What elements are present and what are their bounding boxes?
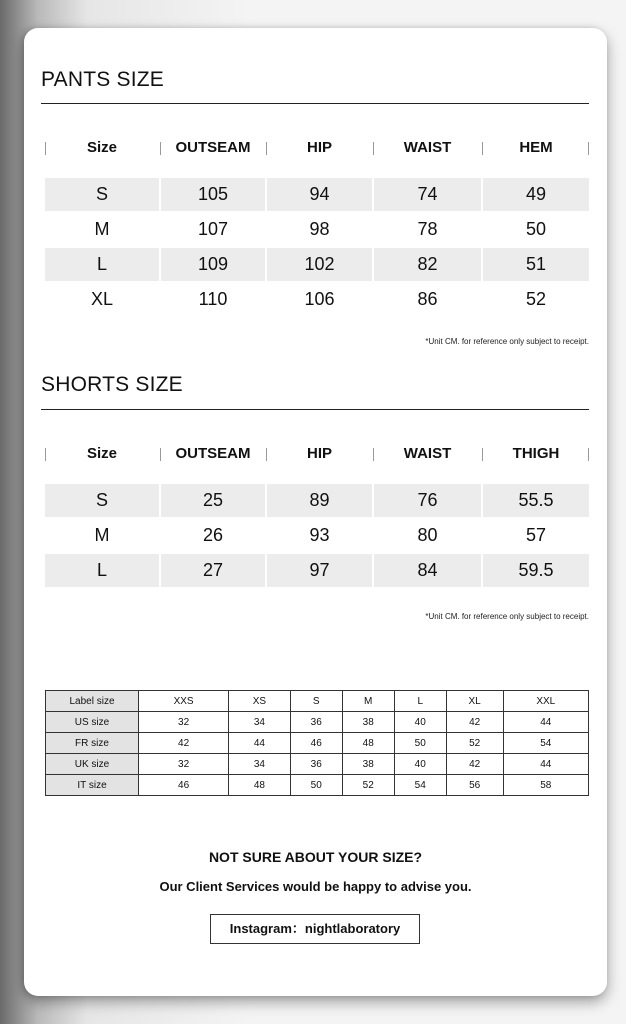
conversion-cell: 50 bbox=[290, 775, 342, 796]
conversion-cell: 46 bbox=[290, 733, 342, 754]
pants-table-row bbox=[45, 248, 589, 281]
conversion-cell: 44 bbox=[229, 733, 291, 754]
conversion-cell: 54 bbox=[503, 733, 588, 754]
conversion-cell: 56 bbox=[446, 775, 503, 796]
pants-table-cell: S bbox=[45, 178, 159, 211]
shorts-table-row bbox=[45, 484, 589, 517]
conversion-cell: S bbox=[290, 691, 342, 712]
shorts-table-cell: 59.5 bbox=[483, 554, 589, 587]
conversion-cell: 42 bbox=[139, 733, 229, 754]
conversion-cell: XXL bbox=[503, 691, 588, 712]
pants-table-cell: L bbox=[45, 248, 159, 281]
shorts-table-cell: 93 bbox=[309, 525, 330, 545]
pants-unit-note: *Unit CM. for reference only subject to receipt. bbox=[425, 337, 589, 346]
size-guide-card bbox=[24, 28, 607, 996]
pants-table-row bbox=[45, 178, 589, 211]
shorts-section-title: SHORTS SIZE bbox=[41, 373, 183, 396]
conversion-cell: 42 bbox=[446, 754, 503, 775]
conversion-cell: 42 bbox=[446, 712, 503, 733]
conversion-cell: XXS bbox=[139, 691, 229, 712]
conversion-cell: 50 bbox=[394, 733, 446, 754]
shorts-table-cell: 25 bbox=[161, 484, 265, 517]
shorts-title-divider bbox=[41, 409, 589, 410]
conversion-cell: XS bbox=[229, 691, 291, 712]
pants-table-cell: 51 bbox=[483, 248, 589, 281]
pants-table-cell: 106 bbox=[304, 289, 335, 309]
pants-table-cell: XL bbox=[90, 289, 114, 309]
conversion-cell: 36 bbox=[290, 712, 342, 733]
pants-table-cell: 109 bbox=[161, 248, 265, 281]
shorts-table-row bbox=[45, 519, 589, 552]
conversion-cell: 52 bbox=[446, 733, 503, 754]
conversion-cell: 44 bbox=[503, 754, 588, 775]
conversion-cell: 52 bbox=[342, 775, 394, 796]
shorts-table-header bbox=[45, 442, 589, 466]
conversion-cell: 40 bbox=[394, 754, 446, 775]
conversion-cell: 38 bbox=[342, 712, 394, 733]
pants-table-cell: 105 bbox=[161, 178, 265, 211]
pants-section-title: PANTS SIZE bbox=[41, 68, 164, 91]
conversion-cell: M bbox=[342, 691, 394, 712]
shorts-table-cell: M bbox=[94, 525, 110, 545]
conversion-cell: 40 bbox=[394, 712, 446, 733]
conversion-row bbox=[46, 691, 589, 712]
instagram-handle-box[interactable]: Instagram：nightlaboratory bbox=[210, 914, 420, 944]
pants-header-cell: WAIST bbox=[403, 139, 452, 156]
conversion-cell: L bbox=[394, 691, 446, 712]
shorts-header-cell: Size bbox=[86, 445, 117, 462]
conversion-cell: 58 bbox=[503, 775, 588, 796]
shorts-table-cell: 80 bbox=[417, 525, 438, 545]
conversion-row-label: US size bbox=[46, 712, 139, 733]
shorts-header-cell: OUTSEAM bbox=[175, 445, 251, 462]
pants-table-cell: 94 bbox=[267, 178, 372, 211]
pants-table-cell: 110 bbox=[198, 289, 228, 309]
shorts-header-cell: WAIST bbox=[403, 445, 452, 462]
conversion-row bbox=[46, 733, 589, 754]
pants-table-cell: 86 bbox=[417, 289, 438, 309]
pants-header-cell: HIP bbox=[306, 139, 332, 156]
conversion-cell: 34 bbox=[229, 712, 291, 733]
shorts-table-cell: 57 bbox=[525, 525, 547, 545]
pants-table-row bbox=[45, 283, 589, 316]
pants-header-cell: Size bbox=[86, 139, 117, 156]
conversion-cell: 38 bbox=[342, 754, 394, 775]
pants-table-header bbox=[45, 136, 589, 160]
conversion-cell: 48 bbox=[342, 733, 394, 754]
pants-table-cell: 102 bbox=[267, 248, 372, 281]
shorts-table-cell: 55.5 bbox=[483, 484, 589, 517]
pants-table-cell: 52 bbox=[525, 289, 547, 309]
shorts-table-cell: 84 bbox=[374, 554, 481, 587]
pants-table-cell: 78 bbox=[417, 219, 438, 239]
pants-title-divider bbox=[41, 103, 589, 104]
conversion-cell: 48 bbox=[229, 775, 291, 796]
pants-table-cell: M bbox=[94, 219, 110, 239]
shorts-table-cell: 89 bbox=[267, 484, 372, 517]
shorts-table-cell: 26 bbox=[202, 525, 224, 545]
conversion-row-label: UK size bbox=[46, 754, 139, 775]
pants-header-cell: HEM bbox=[519, 139, 553, 156]
conversion-cell: 36 bbox=[290, 754, 342, 775]
pants-table-cell: 49 bbox=[483, 178, 589, 211]
conversion-cell: XL bbox=[446, 691, 503, 712]
conversion-cell: 34 bbox=[229, 754, 291, 775]
shorts-table-row bbox=[45, 554, 589, 587]
help-subtitle: Our Client Services would be happy to advise you. bbox=[159, 879, 472, 894]
shorts-header-cell: HIP bbox=[306, 445, 332, 462]
shorts-table-cell: S bbox=[45, 484, 159, 517]
pants-table-cell: 50 bbox=[525, 219, 547, 239]
shorts-table-cell: L bbox=[45, 554, 159, 587]
pants-table-cell: 82 bbox=[374, 248, 481, 281]
shorts-table-cell: 76 bbox=[374, 484, 481, 517]
conversion-row bbox=[46, 754, 589, 775]
pants-table-row bbox=[45, 213, 589, 246]
shorts-header-cell: THIGH bbox=[512, 445, 560, 462]
shorts-table-cell: 27 bbox=[161, 554, 265, 587]
size-conversion-table bbox=[45, 690, 589, 796]
conversion-cell: 32 bbox=[139, 754, 229, 775]
pants-header-cell: OUTSEAM bbox=[175, 139, 251, 156]
conversion-row-label: Label size bbox=[46, 691, 139, 712]
conversion-cell: 54 bbox=[394, 775, 446, 796]
conversion-cell: 32 bbox=[139, 712, 229, 733]
pants-table-cell: 98 bbox=[309, 219, 330, 239]
shorts-unit-note: *Unit CM. for reference only subject to receipt. bbox=[425, 612, 589, 621]
conversion-row-label: FR size bbox=[46, 733, 139, 754]
shorts-table-cell: 97 bbox=[267, 554, 372, 587]
conversion-cell: 44 bbox=[503, 712, 588, 733]
help-title: NOT SURE ABOUT YOUR SIZE? bbox=[208, 849, 423, 865]
pants-table-cell: 74 bbox=[374, 178, 481, 211]
conversion-row-label: IT size bbox=[46, 775, 139, 796]
conversion-row bbox=[46, 712, 589, 733]
conversion-cell: 46 bbox=[139, 775, 229, 796]
conversion-row bbox=[46, 775, 589, 796]
pants-table-cell: 107 bbox=[197, 219, 229, 239]
